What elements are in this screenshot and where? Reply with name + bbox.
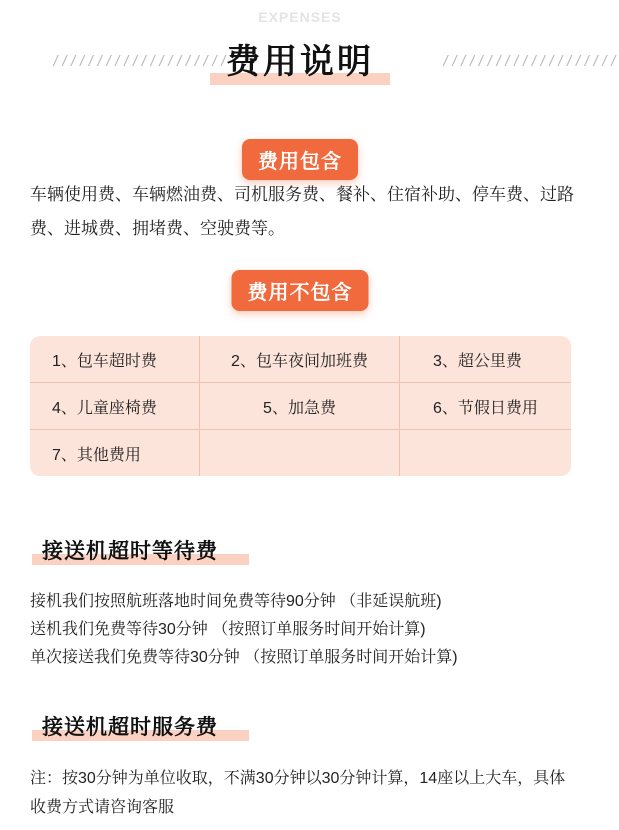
excluded-item: 5、加急费 bbox=[200, 383, 400, 430]
excluded-item-empty bbox=[200, 430, 400, 476]
excluded-item: 7、其他费用 bbox=[30, 430, 200, 476]
page-title-wrap bbox=[0, 34, 600, 83]
excluded-item: 4、儿童座椅费 bbox=[30, 383, 200, 430]
wait-fee-line: 单次接送我们免费等待30分钟 （按照订单服务时间开始计算) bbox=[30, 649, 458, 666]
wait-fee-text bbox=[30, 588, 575, 672]
excluded-item: 1、包车超时费 bbox=[30, 336, 200, 383]
service-fee-note: 注：按30分钟为单位收取，不满30分钟以30分钟计算，14座以上大车，具体收费方式请咨询客服 bbox=[30, 770, 566, 816]
wait-fee-line: 送机我们免费等待30分钟 （按照订单服务时间开始计算) bbox=[30, 621, 426, 638]
service-fee-heading-wrap bbox=[42, 711, 218, 741]
included-text: 车辆使用费、车辆燃油费、司机服务费、餐补、住宿补助、停车费、过路费、进城费、拥堵费、空驶费等。 bbox=[30, 185, 574, 238]
excluded-item: 3、超公里费 bbox=[400, 336, 571, 383]
excluded-item-empty bbox=[400, 430, 571, 476]
included-tag: 费用包含 bbox=[242, 139, 358, 180]
excluded-tag: 费用不包含 bbox=[232, 270, 369, 311]
wait-fee-heading-wrap bbox=[42, 535, 218, 565]
excluded-item: 6、节假日费用 bbox=[400, 383, 571, 430]
decor-slashes-right: //////////////////// bbox=[442, 54, 619, 69]
wait-fee-heading: 接送机超时等待费 bbox=[42, 540, 218, 563]
header-subtitle: EXPENSES bbox=[258, 9, 342, 25]
decor-slashes-left: //////////////////// bbox=[52, 54, 229, 69]
service-fee-heading: 接送机超时服务费 bbox=[42, 716, 218, 739]
page-title: 费用说明 bbox=[226, 43, 374, 81]
wait-fee-line: 接机我们按照航班落地时间免费等待90分钟 （非延误航班) bbox=[30, 593, 442, 610]
excluded-item: 2、包车夜间加班费 bbox=[200, 336, 400, 383]
excluded-grid bbox=[30, 336, 571, 476]
